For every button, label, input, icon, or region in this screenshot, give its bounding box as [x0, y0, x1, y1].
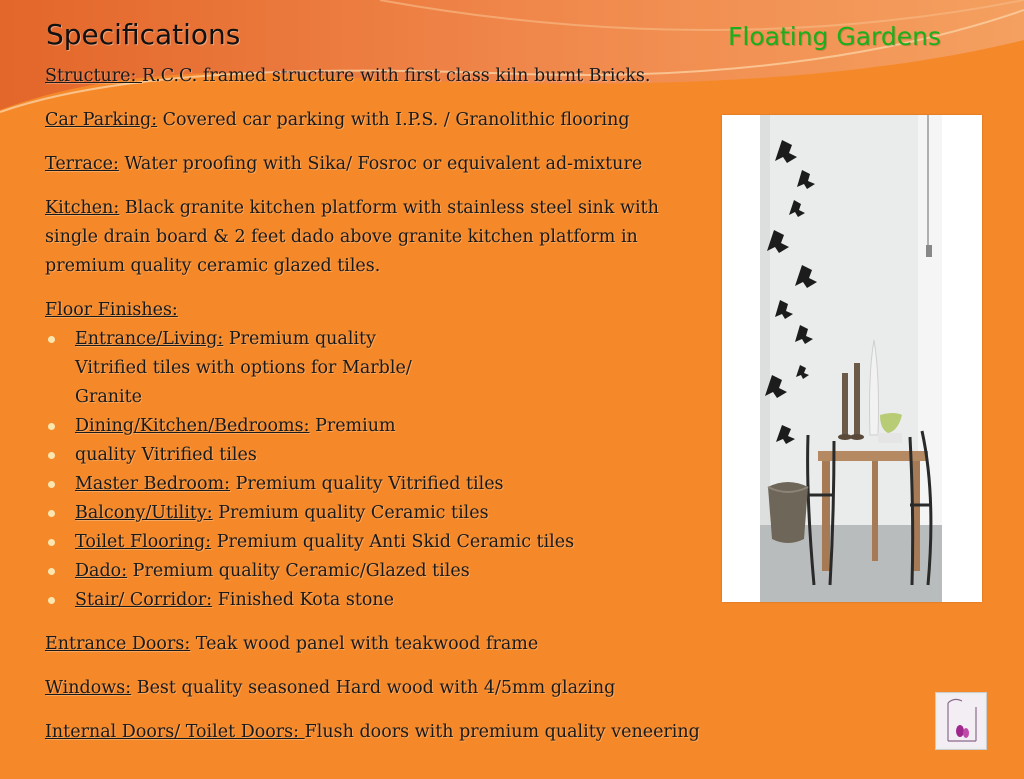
dining-room-photo — [722, 115, 982, 602]
bullet-icon — [48, 597, 55, 604]
list-item — [45, 586, 725, 615]
spec-internal-doors — [45, 718, 725, 747]
list-item — [45, 470, 725, 499]
item-text-continued: Vitrified tiles with options for Marble/ — [75, 358, 412, 378]
item-text: Premium quality Vitrified tiles — [230, 474, 504, 494]
spec-label: Windows: — [45, 678, 132, 698]
spec-entrance-doors — [45, 630, 725, 659]
floor-finishes-list — [45, 325, 725, 615]
floor-finishes-heading: Floor Finishes: — [45, 300, 178, 320]
item-text: quality Vitrified tiles — [75, 445, 257, 465]
specifications-content — [45, 62, 725, 762]
spec-structure — [45, 62, 725, 91]
spec-text: Teak wood panel with teakwood frame — [190, 634, 539, 654]
list-item — [45, 412, 725, 441]
item-label: Dining/Kitchen/Bedrooms: — [75, 416, 310, 436]
item-label: Toilet Flooring: — [75, 532, 212, 552]
spec-label: Terrace: — [45, 154, 119, 174]
logo — [935, 692, 987, 750]
bullet-icon — [48, 539, 55, 546]
spec-label: Structure: — [45, 66, 142, 86]
bullet-icon — [48, 481, 55, 488]
item-label: Dado: — [75, 561, 128, 581]
spec-text: R.C.C. framed structure with first class kiln burnt Bricks. — [141, 66, 651, 86]
spec-text: Flush doors with premium quality veneering — [304, 722, 700, 742]
list-item — [45, 528, 725, 557]
bullet-icon — [48, 510, 55, 517]
spec-label: Entrance Doors: — [45, 634, 191, 654]
spec-windows — [45, 674, 725, 703]
list-item — [45, 499, 725, 528]
bullet-icon — [48, 568, 55, 575]
item-text-continued: Granite — [75, 387, 143, 407]
bullet-icon — [48, 452, 55, 459]
spec-car-parking — [45, 106, 725, 135]
item-label: Master Bedroom: — [75, 474, 230, 494]
list-item — [45, 441, 725, 470]
spec-terrace — [45, 150, 725, 179]
dining-room-illustration — [722, 115, 982, 602]
spec-label: Car Parking: — [45, 110, 158, 130]
page-title: Specifications — [46, 18, 241, 51]
spec-text: Covered car parking with I.P.S. / Granolithic flooring — [157, 110, 630, 130]
list-item — [45, 325, 725, 412]
item-text: Premium quality Anti Skid Ceramic tiles — [211, 532, 575, 552]
item-text: Finished Kota stone — [212, 590, 395, 610]
item-text: Premium quality — [223, 329, 376, 349]
spec-label: Internal Doors/ Toilet Doors: — [45, 722, 305, 742]
item-text: Premium quality Ceramic tiles — [212, 503, 489, 523]
spec-label: Kitchen: — [45, 198, 120, 218]
spec-text: Black granite kitchen platform with stainless steel sink with single drain board & 2 feet dado above granite kitchen platform in premium quality ceramic glazed tiles. — [45, 198, 659, 276]
item-label: Entrance/Living: — [75, 329, 224, 349]
brand-name: Floating Gardens — [728, 22, 942, 51]
spec-kitchen — [45, 194, 665, 281]
item-label: Stair/ Corridor: — [75, 590, 213, 610]
spec-text: Best quality seasoned Hard wood with 4/5mm glazing — [131, 678, 616, 698]
item-label: Balcony/Utility: — [75, 503, 213, 523]
item-text: Premium — [309, 416, 396, 436]
spec-text: Water proofing with Sika/ Fosroc or equivalent ad-mixture — [118, 154, 643, 174]
item-text: Premium quality Ceramic/Glazed tiles — [127, 561, 470, 581]
bullet-icon — [48, 423, 55, 430]
floating-gardens-logo-icon — [936, 693, 986, 749]
list-item — [45, 557, 725, 586]
bullet-icon — [48, 336, 55, 343]
